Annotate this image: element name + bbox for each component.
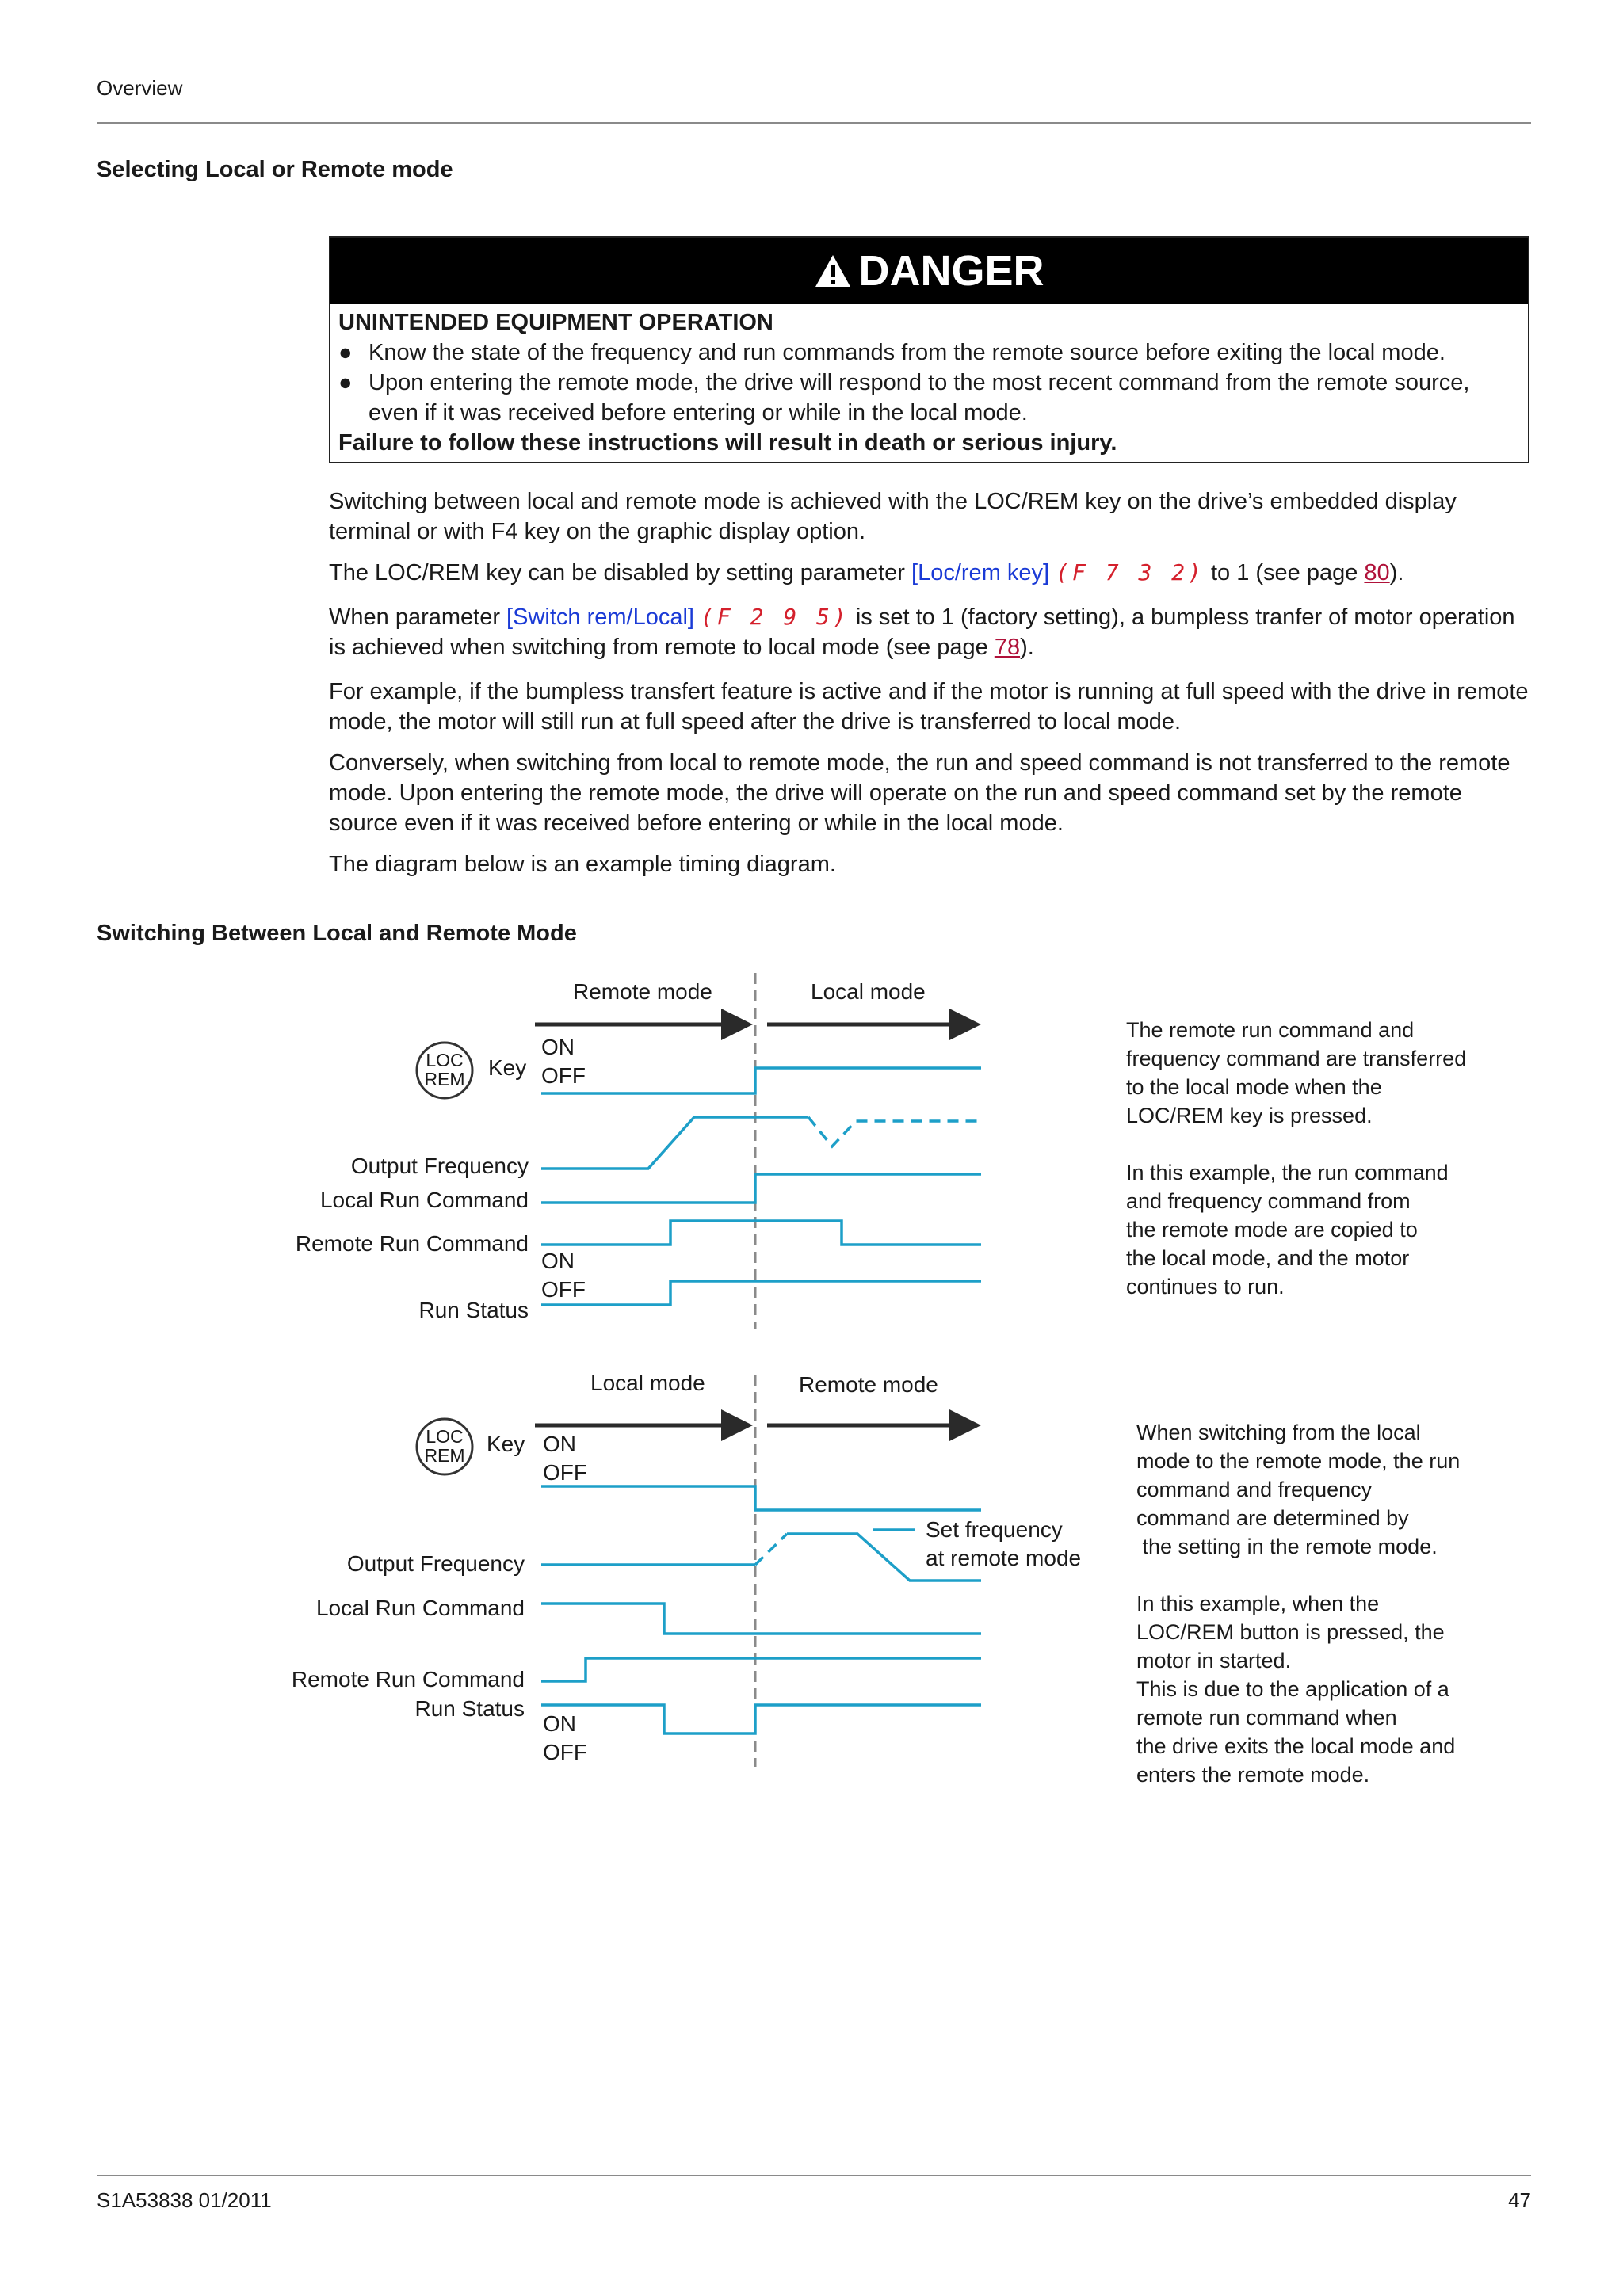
key-label: Key <box>488 1055 527 1080</box>
note-line: the local mode, and the motor <box>1126 1246 1410 1270</box>
local-run-signal <box>541 1604 981 1634</box>
danger-bullet-text: Upon entering the remote mode, the drive will respond to the most recent command from the remote source, even if it was received before entering or while in the local mode. <box>369 370 1470 425</box>
text-span: ). <box>1020 635 1034 660</box>
run-status-label: Run Status <box>414 1696 525 1721</box>
note-spacer <box>1136 1561 1460 1589</box>
text-span: When parameter <box>329 605 507 630</box>
output-frequency-dip <box>808 1117 981 1146</box>
diagram-2-note <box>1136 1418 1460 1789</box>
footer-rule <box>97 2175 1531 2176</box>
set-frequency-label-2: at remote mode <box>926 1546 1082 1570</box>
note-line: In this example, the run command <box>1126 1161 1449 1184</box>
page-link-80[interactable]: 80 <box>1364 560 1390 585</box>
danger-consequence: Failure to follow these instructions will result in death or serious injury. <box>338 430 1117 456</box>
paragraph-conversely: Conversely, when switching from local to remote mode, the run and speed command is not transferred to the remote mode. Upon entering the remote mode, the drive will operate on the run and speed command set by the remote source even if it was received before entering or while in the local mode. <box>329 750 1510 836</box>
key-on-label: ON <box>541 1035 575 1059</box>
diagram-1-note <box>1126 1016 1466 1301</box>
note-line: and frequency command from <box>1126 1189 1411 1213</box>
status-off-label: OFF <box>543 1740 587 1764</box>
footer-page-number: 47 <box>1508 2188 1531 2212</box>
key-label: Key <box>487 1432 525 1456</box>
key-icon-bottom: REM <box>424 1069 465 1089</box>
diagram-1 <box>296 973 981 1329</box>
note-line: LOC/REM button is pressed, the <box>1136 1620 1445 1644</box>
section-title-local-remote: Selecting Local or Remote mode <box>97 157 453 182</box>
note-line: The remote run command and <box>1126 1018 1415 1042</box>
paragraph-example: For example, if the bumpless transfert feature is active and if the motor is running at full speed with the drive in remote mode, the motor will still run at full speed after the drive is transferred to local mode. <box>329 679 1529 734</box>
text-span: The LOC/REM key can be disabled by setting parameter <box>329 560 912 585</box>
run-status-signal <box>541 1705 981 1733</box>
note-line: mode to the remote mode, the run <box>1136 1449 1461 1473</box>
danger-bullet-text: Know the state of the frequency and run commands from the remote source before exiting the local mode. <box>369 340 1445 365</box>
run-status-label: Run Status <box>418 1298 529 1322</box>
note-line: command and frequency <box>1136 1478 1373 1501</box>
locrem-key-icon <box>417 1043 472 1098</box>
remote-run-signal <box>541 1221 981 1245</box>
note-line: to the local mode when the <box>1126 1075 1382 1099</box>
key-icon-top: LOC <box>426 1426 464 1447</box>
mode-left-label: Local mode <box>590 1371 705 1395</box>
local-run-signal <box>541 1174 981 1203</box>
note-line: remote run command when <box>1136 1706 1397 1730</box>
output-frequency-remote <box>541 1117 755 1169</box>
key-off-label: OFF <box>543 1460 587 1485</box>
output-frequency-label: Output Frequency <box>346 1551 525 1576</box>
text-span: ). <box>1389 560 1404 585</box>
note-line: the setting in the remote mode. <box>1136 1535 1438 1558</box>
header-section-label: Overview <box>97 76 183 100</box>
param-locrem-key[interactable]: [Loc/rem key] <box>911 560 1050 585</box>
param-code-value: F 2 9 5 <box>716 604 833 630</box>
mode-right-label: Remote mode <box>799 1372 938 1397</box>
page-link-78[interactable]: 78 <box>994 635 1021 660</box>
remote-run-label: Remote Run Command <box>295 1231 529 1256</box>
text-span: is set to 1 (factory setting), a bumpless tranfer of motor operation is achieved when switching from remote to local mode (see page <box>329 605 1515 660</box>
key-icon-bottom: REM <box>424 1445 465 1466</box>
status-off-label: OFF <box>541 1277 586 1302</box>
danger-heading: UNINTENDED EQUIPMENT OPERATION <box>338 310 773 335</box>
note-line: the drive exits the local mode and <box>1136 1734 1456 1758</box>
remote-run-label: Remote Run Command <box>291 1667 525 1691</box>
note-line: command are determined by <box>1136 1506 1409 1530</box>
note-line: When switching from the local <box>1136 1421 1421 1444</box>
output-frequency-label: Output Frequency <box>350 1154 529 1178</box>
key-signal <box>541 1486 981 1510</box>
param-code: (F 2 9 5) <box>701 604 850 630</box>
key-icon-top: LOC <box>426 1050 464 1070</box>
note-line: LOC/REM key is pressed. <box>1126 1104 1373 1127</box>
note-line: continues to run. <box>1126 1275 1285 1299</box>
note-line: This is due to the application of a <box>1136 1677 1449 1701</box>
local-run-label: Local Run Command <box>315 1596 525 1620</box>
paragraph-diagram-intro: The diagram below is an example timing diagram. <box>329 852 836 877</box>
remote-run-signal <box>541 1658 981 1681</box>
note-spacer <box>1126 1130 1466 1158</box>
mode-right-label: Local mode <box>811 979 926 1004</box>
mode-left-label: Remote mode <box>573 979 712 1004</box>
set-frequency-label-1: Set frequency <box>926 1517 1063 1542</box>
text-span: to 1 (see page <box>1204 560 1365 585</box>
output-frequency-ramp-dashed <box>755 1534 787 1565</box>
note-line: In this example, when the <box>1136 1592 1380 1615</box>
param-code-value: F 7 3 2 <box>1072 559 1189 585</box>
run-status-signal <box>541 1281 981 1305</box>
note-line: enters the remote mode. <box>1136 1763 1370 1787</box>
param-switch-rem-local[interactable]: [Switch rem/Local] <box>506 605 694 630</box>
param-code: (F 7 3 2) <box>1056 559 1205 585</box>
key-on-label: ON <box>543 1432 576 1456</box>
bullet-dot-icon: ● <box>338 370 353 395</box>
key-off-label: OFF <box>541 1063 586 1088</box>
diagram-2 <box>292 1371 1081 1767</box>
danger-title: DANGER <box>858 247 1044 295</box>
status-on-label: ON <box>543 1711 576 1736</box>
note-line: the remote mode are copied to <box>1126 1218 1418 1241</box>
local-run-label: Local Run Command <box>319 1188 529 1212</box>
locrem-key-icon <box>417 1419 472 1474</box>
paragraph-switching: Switching between local and remote mode is achieved with the LOC/REM key on the drive’s embedded display terminal or with F4 key on the graphic display option. <box>329 489 1457 544</box>
note-line: motor in started. <box>1136 1649 1292 1672</box>
section-title-switching: Switching Between Local and Remote Mode <box>97 921 577 946</box>
bullet-dot-icon: ● <box>338 340 353 365</box>
key-signal <box>541 1068 981 1093</box>
note-line: frequency command are transferred <box>1126 1047 1467 1070</box>
footer-doc-id: S1A53838 01/2011 <box>97 2188 272 2212</box>
status-on-label: ON <box>541 1249 575 1273</box>
